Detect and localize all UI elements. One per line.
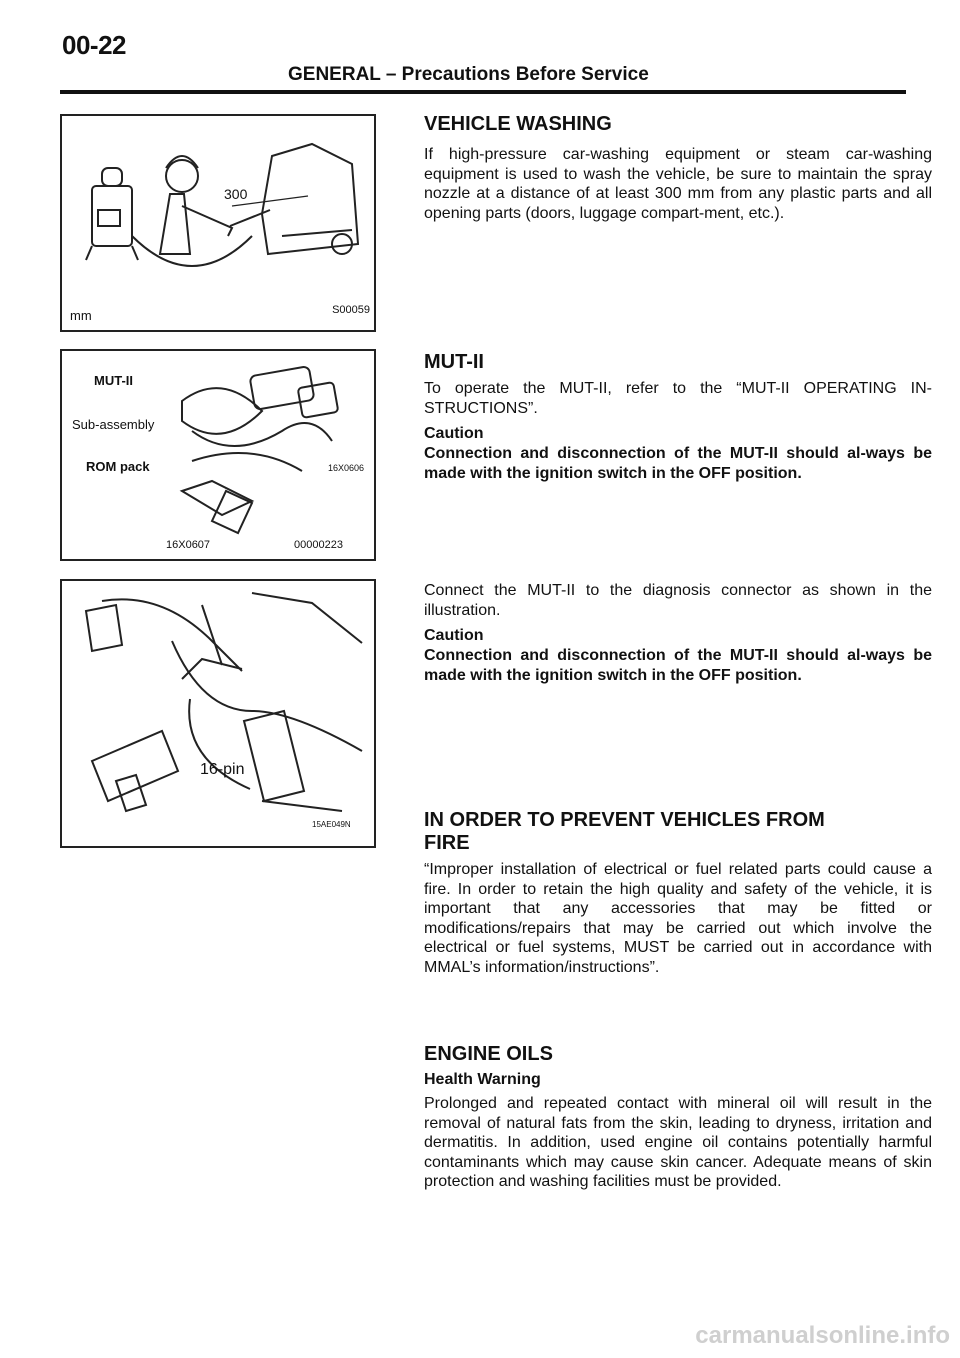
connector-figure [60, 579, 376, 848]
mut-left-code: 16X0607 [166, 539, 211, 551]
fire-heading-line2: FIRE [424, 832, 470, 854]
rom-pack-label: ROM pack [86, 459, 150, 474]
connector-figure-code: 15AE049N [312, 820, 351, 829]
header-divider [60, 90, 906, 94]
connector-pin-label: 16-pin [200, 761, 245, 778]
fire-heading-line1: IN ORDER TO PREVENT VEHICLES FROM [424, 809, 825, 831]
mut-caution-label: Caution [424, 425, 484, 442]
connect-text: Connect the MUT-II to the diagnosis connector as shown in the illustration. [424, 582, 932, 619]
health-warning-label: Health Warning [424, 1071, 541, 1088]
sub-assembly-label: Sub-assembly [72, 417, 155, 432]
connector-illustration [62, 581, 374, 846]
washing-figure [60, 114, 376, 332]
page-number: 00-22 [62, 30, 126, 60]
washing-dimension-label: 300 [224, 186, 248, 202]
vehicle-washing-text: If high-pressure car-washing equipment or steam car-washing equipment is used to wash the vehicle, be sure to maintain the spray nozzle at a distance of at least 300 mm from any plastic parts and all opening parts (doors, luggage compart-ment, etc.). [424, 146, 932, 222]
washing-figure-code: S00059 [332, 304, 370, 316]
mut-figure [60, 349, 376, 561]
watermark: carmanualsonline.info [695, 1322, 950, 1349]
connect-caution-text: Connection and disconnection of the MUT-II should al-ways be made with the ignition switch in the OFF position. [424, 647, 932, 684]
mut-figure-code: 00000223 [294, 539, 343, 551]
washing-illustration [62, 116, 374, 330]
engine-oils-text: Prolonged and repeated contact with mineral oil will result in the removal of natural fats from the skin, leading to dryness, irritation and dermatitis. In addition, used engine oil contains potentially harmful contaminants which may cause skin cancer. Adequate means of skin protection and washing facilities must be provided. [424, 1095, 932, 1190]
washing-unit-label: mm [70, 308, 92, 323]
engine-oils-heading: ENGINE OILS [424, 1043, 553, 1065]
page-title: GENERAL – Precautions Before Service [288, 64, 649, 85]
mut-label: MUT-II [94, 373, 133, 388]
mut-heading: MUT-II [424, 351, 484, 373]
mut-small-code: 16X0606 [328, 463, 365, 473]
mut-text: To operate the MUT-II, refer to the “MUT-II OPERATING IN-STRUCTIONS”. [424, 380, 932, 417]
vehicle-washing-heading: VEHICLE WASHING [424, 113, 612, 135]
mut-caution-text: Connection and disconnection of the MUT-II should al-ways be made with the ignition switch in the OFF position. [424, 445, 932, 482]
fire-text: “Improper installation of electrical or fuel related parts could cause a fire. In order to retain the high quality and safety of the vehicle, it is important that any accessories that may be fitted or modifications/repairs that may be carried out which involve the electrical or fuel systems, MUST be carried out in accordance with MMAL’s information/instructions”. [424, 861, 932, 976]
connect-caution-label: Caution [424, 627, 484, 644]
